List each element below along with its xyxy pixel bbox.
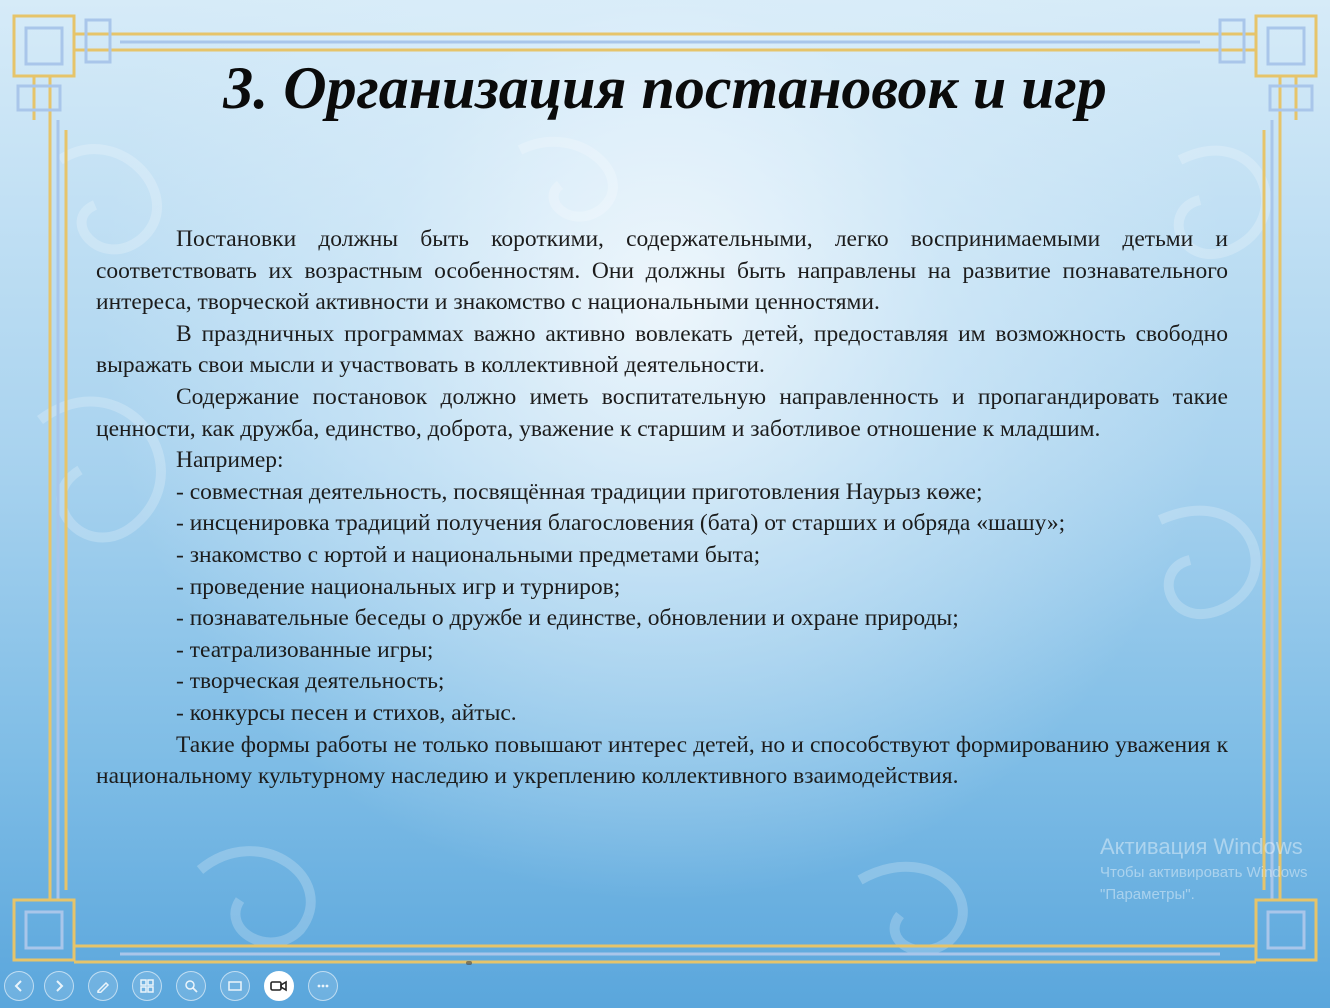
paragraph: Содержание постановок должно иметь воспитательную направленность и пропагандировать такие ценности, как дружба, единство, доброта, уважение к старшим и заботливое отношение к младшим. [96,383,1228,442]
closing-paragraph: Такие формы работы не только повышают интерес детей, но и способствуют формированию уважения к национальному культурному наследию и укреплению коллективного взаимодействия. [96,731,1228,790]
camera-toggle-button[interactable] [264,971,294,1001]
more-options-button[interactable] [308,971,338,1001]
list-item: - проведение национальных игр и турниров; [176,573,621,600]
arrow-left-icon [12,979,26,993]
screen-icon [228,979,242,993]
paragraph: Постановки должны быть короткими, содержательными, легко воспринимаемыми детьми и соответствовать их возрастным особенностям. Они должны быть направлены на развитие познавательного интереса, творческой активности и знакомство с национальными ценностями. [96,226,1228,316]
watermark-line: "Параметры". [1100,886,1195,903]
pen-icon [96,979,110,993]
zoom-button[interactable] [176,971,206,1001]
next-slide-button[interactable] [44,971,74,1001]
list-item: - творческая деятельность; [176,668,445,695]
list-item: - совместная деятельность, посвящённая традиции приготовления Наурыз көже; [176,478,983,505]
corner-ornament-bottom-right [1210,900,1316,962]
watermark-line: Чтобы активировать Windows [1100,864,1308,881]
list-item: - инсценировка традиций получения благословения (бата) от старших и обряда «шашу»; [176,510,1066,537]
list-item: - знакомство с юртой и национальными предметами быта; [176,541,761,568]
slide-body [96,224,1228,793]
corner-ornament-bottom-left [14,900,130,962]
slides-grid-icon [140,979,154,993]
video-camera-icon [270,979,288,993]
zoom-icon [184,979,198,993]
list-item: - конкурсы песен и стихов, айтыс. [176,699,517,726]
slide-title: 3. Организация постановок и игр [223,55,1107,121]
paragraph: В праздничных программах важно активно вовлекать детей, предоставляя им возможность свободно выражать свои мысли и участвовать в коллективной деятельности. [96,320,1228,379]
see-all-slides-button[interactable] [132,971,162,1001]
more-icon [316,979,330,993]
presentation-toolbar [0,968,360,1008]
list-intro: Например: [176,447,284,474]
windows-activation-watermark [1100,832,1330,906]
watermark-title: Активация Windows [1100,834,1303,859]
subtitles-button[interactable] [220,971,250,1001]
list-item: - познавательные беседы о дружбе и единстве, обновлении и охране природы; [176,605,959,632]
previous-slide-button[interactable] [4,971,34,1001]
arrow-right-icon [52,979,66,993]
list-item: - театрализованные игры; [176,636,434,663]
slide-marker [466,961,472,965]
pen-tool-button[interactable] [88,971,118,1001]
